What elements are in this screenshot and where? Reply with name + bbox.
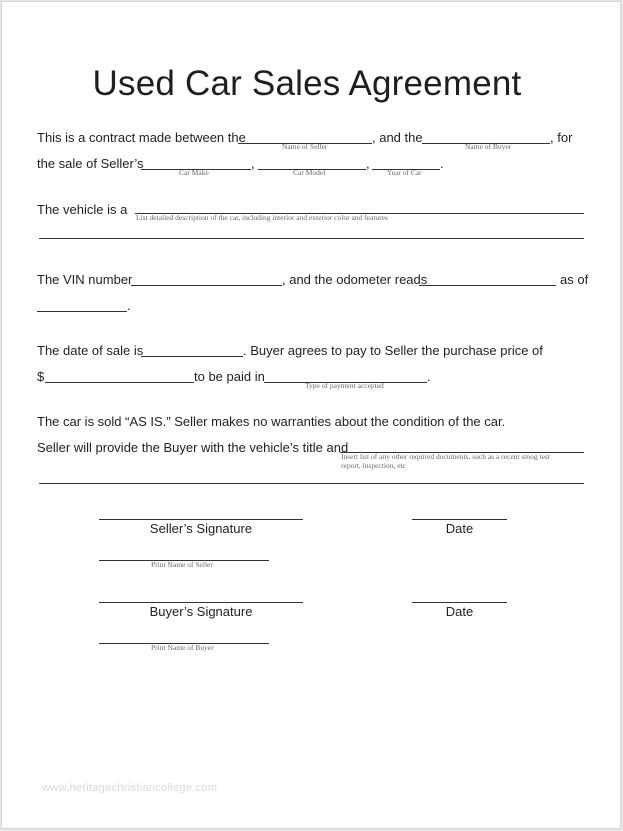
purchase-price-field[interactable] <box>45 382 194 383</box>
seller-name-hint: Name of Seller <box>282 142 328 151</box>
as-of-text: as of <box>560 272 589 287</box>
odometer-text: , and the odometer reads <box>282 272 428 287</box>
vehicle-description-field-2[interactable] <box>39 238 584 239</box>
date-of-sale-field[interactable] <box>141 356 243 357</box>
car-year-hint: Year of Car <box>387 168 422 177</box>
title-and-text: Seller will provide the Buyer with the vehicle’s title and <box>37 440 349 455</box>
car-model-hint: Car Model <box>293 168 326 177</box>
vehicle-is-text: The vehicle is a <box>37 202 128 217</box>
watermark-text: www.heritagechristiancollege.com <box>42 782 218 794</box>
and-the-text: , and the <box>372 130 423 145</box>
comma-2: , <box>366 156 370 171</box>
period-2: . <box>127 298 131 313</box>
vin-field[interactable] <box>131 285 282 286</box>
document-title: Used Car Sales Agreement <box>92 64 522 103</box>
payment-type-hint: Type of payment accepted <box>305 381 384 390</box>
odometer-field[interactable] <box>419 285 556 286</box>
comma-1: , <box>251 156 255 171</box>
seller-signature-label: Seller’s Signature <box>149 521 253 536</box>
seller-signature-field[interactable] <box>99 519 303 520</box>
documents-hint-line-2: report, inspection, etc <box>341 461 406 470</box>
buyer-name-hint: Name of Buyer <box>465 142 512 151</box>
car-make-hint: Car Make <box>179 168 209 177</box>
period-3: . <box>427 369 431 384</box>
buyer-print-name-hint: Print Name of Buyer <box>151 643 214 652</box>
period-1: . <box>440 156 444 171</box>
to-be-paid-text: to be paid in <box>194 369 265 384</box>
documents-hint-line-1: Insert list of any other required documents, such as a recent smog test <box>341 452 550 461</box>
sale-of-text: the sale of Seller’s <box>37 156 144 171</box>
for-text: , for <box>550 130 573 145</box>
dollar-sign: $ <box>37 369 45 384</box>
date-of-sale-text: The date of sale is <box>37 343 144 358</box>
vin-text: The VIN number <box>37 272 133 287</box>
seller-date-label: Date <box>445 521 474 536</box>
buyer-date-field[interactable] <box>412 602 507 603</box>
document-page <box>1 1 621 829</box>
seller-date-field[interactable] <box>412 519 507 520</box>
contract-intro-text: This is a contract made between the <box>37 130 246 145</box>
as-is-text: The car is sold “AS IS.” Seller makes no warranties about the condition of the car. <box>37 414 506 429</box>
documents-field-2[interactable] <box>39 483 584 484</box>
buyer-signature-field[interactable] <box>99 602 303 603</box>
vehicle-description-hint: List detailed description of the car, including interior and exterior color and features <box>136 213 388 222</box>
buyer-signature-label: Buyer’s Signature <box>149 604 253 619</box>
buyer-date-label: Date <box>445 604 474 619</box>
seller-print-name-hint: Print Name of Seller <box>151 560 213 569</box>
odometer-date-field[interactable] <box>37 311 127 312</box>
buyer-agrees-text: . Buyer agrees to pay to Seller the purchase price of <box>243 343 543 358</box>
